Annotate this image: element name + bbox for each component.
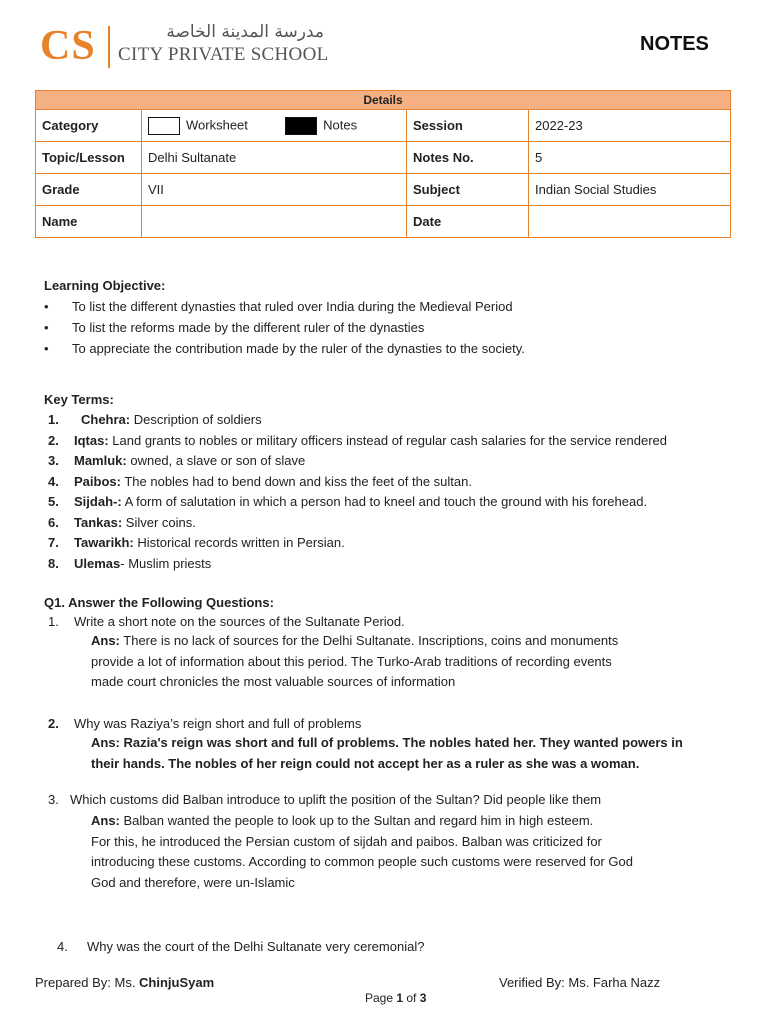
- school-name: CITY PRIVATE SCHOOL: [118, 44, 329, 65]
- question-2: 2. Why was Raziya’s reign short and full of problems: [48, 716, 362, 731]
- objectives-title: Learning Objective:: [44, 278, 166, 293]
- answer-3: Ans: Balban wanted the people to look up to the Sultan and regard him in high esteem. For this, he introduced the Persian custom of sijdah and paibos. Balban was criticized for introducing these customs. According to common people such customs were reserved for God God and therefore, were un-Islamic: [91, 813, 633, 890]
- questions-title: Q1. Answer the Following Questions:: [44, 595, 274, 610]
- document-title: NOTES: [640, 33, 709, 55]
- key-term-item: 7. Tawarikh: Historical records written in Persian.: [48, 535, 345, 550]
- subject-label: Subject: [407, 174, 529, 206]
- question-3: 3. Which customs did Balban introduce to uplift the position of the Sultan? Did people like them: [48, 792, 602, 807]
- question-1: 1. Write a short note on the sources of the Sultanate Period.: [48, 614, 405, 629]
- details-table: [35, 90, 731, 238]
- details-heading: Details: [36, 91, 731, 110]
- session-label: Session: [407, 110, 529, 142]
- category-options: [142, 110, 407, 142]
- key-term-item: 6. Tankas: Silver coins.: [48, 515, 196, 530]
- notes-option-label: Notes: [323, 116, 358, 132]
- key-term-item: 8. Ulemas- Muslim priests: [48, 556, 212, 571]
- page-number: Page 1 of 3: [365, 991, 427, 1005]
- objective-item: • To appreciate the contribution made by the ruler of the dynasties to the society.: [44, 341, 525, 356]
- key-term-item: 2. Iqtas: Land grants to nobles or military officers instead of regular cash salaries for the service rendered: [48, 433, 667, 448]
- grade-value: VII: [142, 174, 407, 206]
- name-field[interactable]: [142, 206, 407, 238]
- topic-label: Topic/Lesson: [36, 142, 142, 174]
- worksheet-option-label: Worksheet: [186, 116, 248, 132]
- key-term-item: 3. Mamluk: owned, a slave or son of slave: [48, 453, 306, 468]
- objective-item: • To list the reforms made by the different ruler of the dynasties: [44, 320, 425, 335]
- objective-item: • To list the different dynasties that ruled over India during the Medieval Period: [44, 299, 513, 314]
- grade-label: Grade: [36, 174, 142, 206]
- key-term-item: 4. Paibos: The nobles had to bend down and kiss the feet of the sultan.: [48, 474, 472, 489]
- key-terms-title: Key Terms:: [44, 392, 114, 407]
- worksheet-checkbox[interactable]: [148, 117, 180, 135]
- answer-1: Ans: There is no lack of sources for the Delhi Sultanate. Inscriptions, coins and monuments provide a lot of information about this period. The Turko-Arab traditions of recording events made court chronicles the most valuable sources of information: [91, 633, 619, 690]
- subject-value: Indian Social Studies: [529, 174, 731, 206]
- school-logo-letters: CS: [40, 23, 96, 69]
- category-label: Category: [36, 110, 142, 142]
- name-label: Name: [36, 206, 142, 238]
- notes-checkbox[interactable]: [285, 117, 317, 135]
- date-label: Date: [407, 206, 529, 238]
- question-4: 4. Why was the court of the Delhi Sultanate very ceremonial?: [57, 939, 425, 954]
- answer-2: Ans: Razia's reign was short and full of problems. The nobles hated her. They wanted powers in their hands. The nobles of her reign could not accept her as a ruler as she was a woman.: [91, 735, 683, 771]
- key-term-item: 5. Sijdah-: A form of salutation in which a person had to kneel and touch the ground with his forehead.: [48, 494, 648, 509]
- prepared-by: Prepared By: Ms. ChinjuSyam: [35, 975, 215, 990]
- logo-divider: [108, 26, 110, 68]
- topic-value: Delhi Sultanate: [142, 142, 407, 174]
- date-field[interactable]: [529, 206, 731, 238]
- session-value: 2022-23: [529, 110, 731, 142]
- notes-no-value: 5: [529, 142, 731, 174]
- verified-by: Verified By: Ms. Farha Nazz: [499, 975, 661, 990]
- school-name-arabic: مدرسة المدينة الخاصة: [166, 22, 324, 42]
- notes-no-label: Notes No.: [407, 142, 529, 174]
- key-term-item: 1. Chehra: Description of soldiers: [48, 412, 262, 427]
